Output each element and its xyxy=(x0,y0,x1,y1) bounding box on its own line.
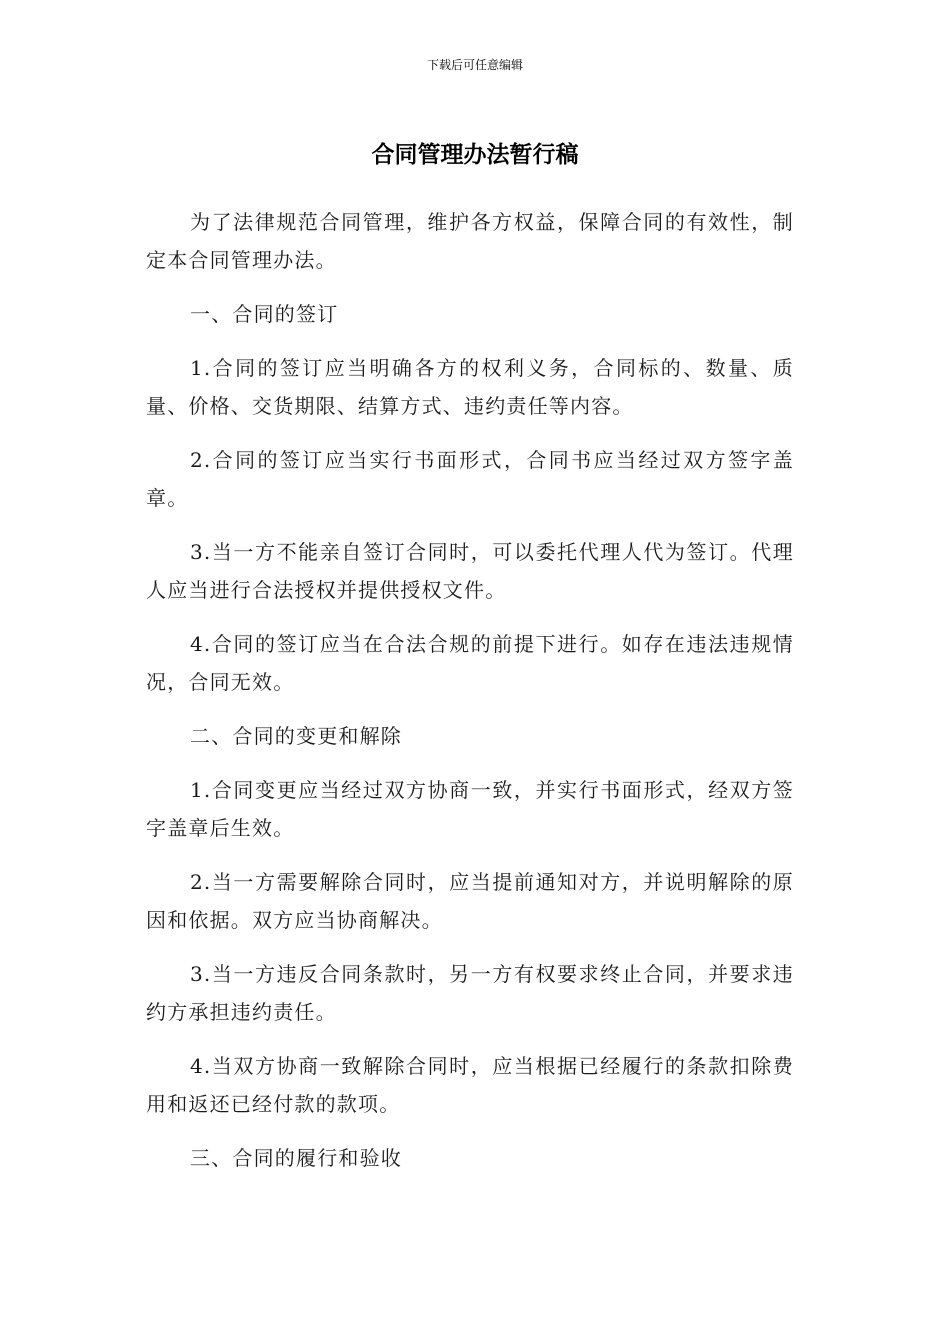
clause-paragraph: 3.当一方不能亲自签订合同时，可以委托代理人代为签订。代理人应当进行合法授权并提供授权文件。 xyxy=(146,540,794,602)
section-heading-performance: 三、合同的履行和验收 xyxy=(190,1146,402,1170)
clause-paragraph: 4.当双方协商一致解除合同时，应当根据已经履行的条款扣除费用和返还已经付款的款项。 xyxy=(146,1054,794,1116)
section-heading-change: 二、合同的变更和解除 xyxy=(190,724,402,748)
clause-paragraph: 3.当一方违反合同条款时，另一方有权要求终止合同，并要求违约方承担违约责任。 xyxy=(146,962,794,1024)
clause-paragraph: 1.合同的签订应当明确各方的权利义务，合同标的、数量、质量、价格、交货期限、结算方式、违约责任等内容。 xyxy=(146,356,794,418)
section-heading-signing: 一、合同的签订 xyxy=(190,302,339,326)
clause-paragraph: 2.当一方需要解除合同时，应当提前通知对方，并说明解除的原因和依据。双方应当协商解决。 xyxy=(146,870,794,932)
document-body xyxy=(146,203,794,1193)
clause-paragraph: 4.合同的签订应当在合法合规的前提下进行。如存在违法违规情况，合同无效。 xyxy=(146,632,794,694)
intro-paragraph: 为了法律规范合同管理，维护各方权益，保障合同的有效性，制定本合同管理办法。 xyxy=(146,210,794,272)
clause-paragraph: 2.合同的签订应当实行书面形式，合同书应当经过双方签字盖章。 xyxy=(146,448,794,510)
header-note: 下载后可任意编辑 xyxy=(426,58,523,72)
document-title: 合同管理办法暂行稿 xyxy=(371,142,579,168)
clause-paragraph: 1.合同变更应当经过双方协商一致，并实行书面形式，经双方签字盖章后生效。 xyxy=(146,778,794,840)
